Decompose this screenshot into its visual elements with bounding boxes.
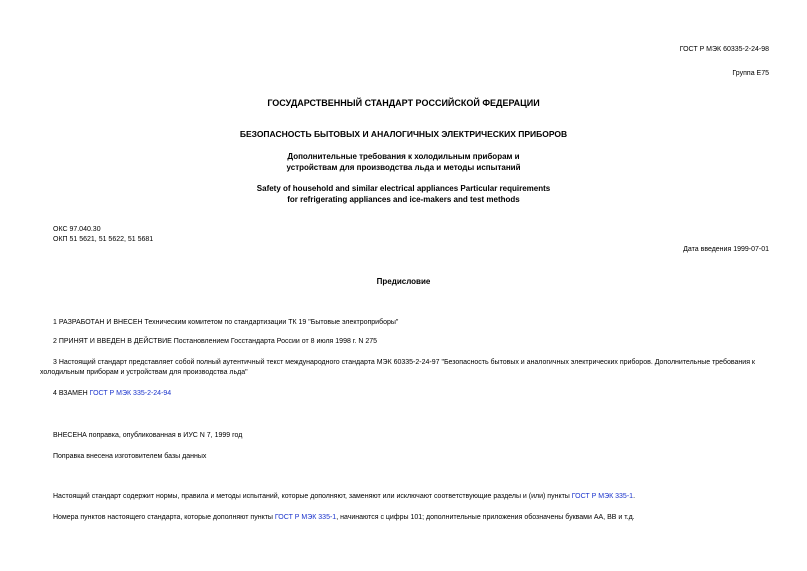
body-paragraph-2-prefix: Номера пунктов настоящего стандарта, которые дополняют пункты: [53, 514, 275, 521]
body-paragraph-1-suffix: .: [633, 493, 636, 500]
document-code: ГОСТ Р МЭК 60335-2-24-98: [679, 46, 769, 53]
gost-335-1-link-2[interactable]: ГОСТ Р МЭК 335-1: [274, 514, 337, 521]
amendment-note: ВНЕСЕНА поправка, опубликованная в ИУС N 7, 1999 год: [53, 432, 243, 439]
preface-item-3: 3 Настоящий стандарт представляет собой полный аутентичный текст международного стандарта МЭК 60335-2-24-97 "Безопасность бытовых и аналогичных электрических приборов. Дополнительные требования к холодильным приборам и устройствам для производства льда": [40, 359, 755, 376]
main-title: БЕЗОПАСНОСТЬ БЫТОВЫХ И АНАЛОГИЧНЫХ ЭЛЕКТРИЧЕСКИХ ПРИБОРОВ: [239, 129, 568, 139]
preface-item-1: 1 РАЗРАБОТАН И ВНЕСЕН Техническим комитетом по стандартизации ТК 19 "Бытовые электроприборы": [53, 319, 399, 326]
body-paragraph-1: [53, 492, 635, 502]
preface-item-4: [53, 389, 171, 399]
subtitle-ru-line-2: устройствам для производства льда и методы испытаний: [286, 163, 521, 172]
okp-code: ОКП 51 5621, 51 5622, 51 5681: [53, 236, 154, 243]
title-en-line-1: Safety of household and similar electrical appliances Particular requirements: [256, 184, 551, 193]
subtitle-ru-line-1: Дополнительные требования к холодильным приборам и: [287, 152, 520, 161]
preface-item-4-prefix: 4 ВЗАМЕН: [53, 390, 90, 397]
title-en-line-2: for refrigerating appliances and ice-makers and test methods: [287, 195, 520, 204]
body-paragraph-2-suffix: , начинаются с цифры 101; дополнительные приложения обозначены буквами АА, ВВ и т.д.: [336, 514, 635, 521]
preface-item-2: 2 ПРИНЯТ И ВВЕДЕН В ДЕЙСТВИЕ Постановлением Госстандарта России от 8 июля 1998 г. N 275: [53, 338, 378, 345]
document-group: Группа Е75: [732, 70, 769, 77]
replaced-standard-link[interactable]: ГОСТ Р МЭК 335-2-24-94: [89, 390, 172, 397]
state-standard-heading: ГОСУДАРСТВЕННЫЙ СТАНДАРТ РОССИЙСКОЙ ФЕДЕРАЦИИ: [267, 98, 540, 108]
body-paragraph-1-prefix: Настоящий стандарт содержит нормы, правила и методы испытаний, которые дополняют, заменяют или исключают соответствующие разделы и (или) пункты: [53, 493, 572, 500]
oks-code: ОКС 97.040.30: [53, 226, 101, 233]
intro-date: Дата введения 1999-07-01: [683, 246, 769, 253]
gost-335-1-link[interactable]: ГОСТ Р МЭК 335-1: [571, 493, 634, 500]
preface-heading: Предисловие: [376, 277, 431, 286]
body-paragraph-2: [53, 513, 635, 523]
database-note: Поправка внесена изготовителем базы данных: [53, 453, 207, 460]
